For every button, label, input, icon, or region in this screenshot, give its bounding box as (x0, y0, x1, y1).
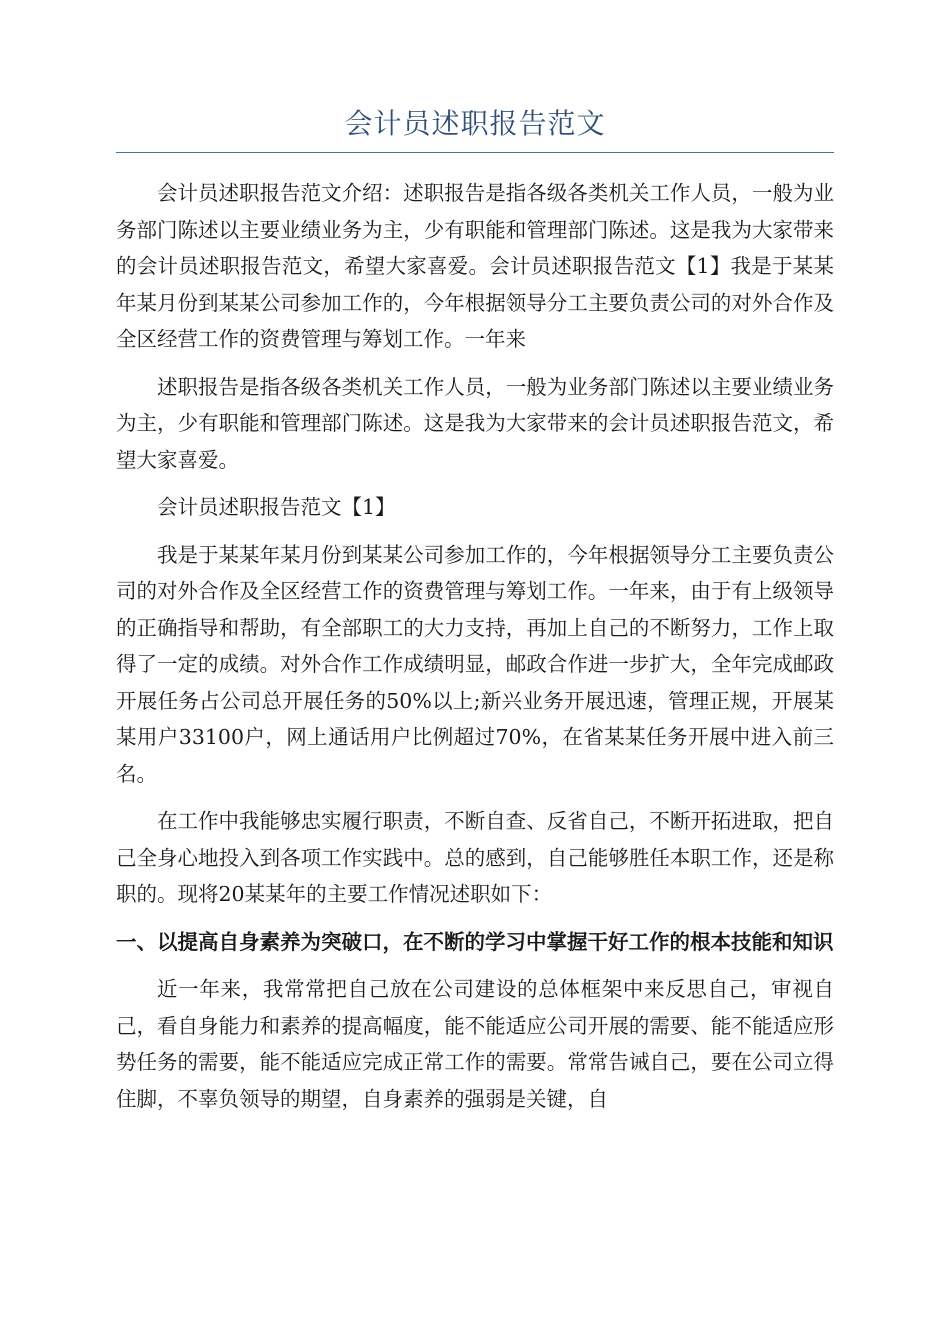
document-body (116, 175, 834, 1117)
section-heading: 一、以提高自身素养为突破口，在不断的学习中掌握干好工作的根本技能和知识 (116, 929, 834, 954)
section-paragraph: 近一年来，我常常把自己放在公司建设的总体框架中来反思自己，审视自己，看自身能力和素养的提高幅度，能不能适应公司开展的需要、能不能适应形势任务的需要，能不能适应完成正常工作的需要。常常告诫自己，要在公司立得住脚，不辜负领导的期望，自身素养的强弱是关键，自 (116, 977, 834, 1111)
intro-paragraph: 会计员述职报告范文介绍：述职报告是指各级各类机关工作人员，一般为业务部门陈述以主要业绩业务为主，少有职能和管理部门陈述。这是我为大家带来的会计员述职报告范文，希望大家喜爱。会计员述职报告范文【1】我是于某某年某月份到某某公司参加工作的，今年根据领导分工主要负责公司的对外合作及全区经营工作的资费管理与筹划工作。一年来 (116, 181, 834, 351)
document-page (116, 104, 834, 1128)
document-title: 会计员述职报告范文 (116, 104, 834, 153)
subtitle-paragraph: 会计员述职报告范文【1】 (157, 495, 396, 519)
summary-paragraph: 述职报告是指各级各类机关工作人员，一般为业务部门陈述以主要业绩业务为主，少有职能和管理部门陈述。这是我为大家带来的会计员述职报告范文，希望大家喜爱。 (116, 374, 834, 472)
work-overview-paragraph: 我是于某某年某月份到某某公司参加工作的，今年根据领导分工主要负责公司的对外合作及全区经营工作的资费管理与筹划工作。一年来，由于有上级领导的正确指导和帮助，有全部职工的大力支持，再加上自己的不断努力，工作上取得了一定的成绩。对外合作工作成绩明显，邮政合作进一步扩大，全年完成邮政开展任务占公司总开展任务的50%以上;新兴业务开展迅速，管理正规，开展某某用户33100户，网上通话用户比例超过70%，在省某某任务开展中进入前三名。 (116, 542, 834, 786)
duty-paragraph: 在工作中我能够忠实履行职责，不断自查、反省自己，不断开拓进取，把自己全身心地投入到各项工作实践中。总的感到，自己能够胜任本职工作，还是称职的。现将20某某年的主要工作情况述职如下： (116, 809, 834, 906)
